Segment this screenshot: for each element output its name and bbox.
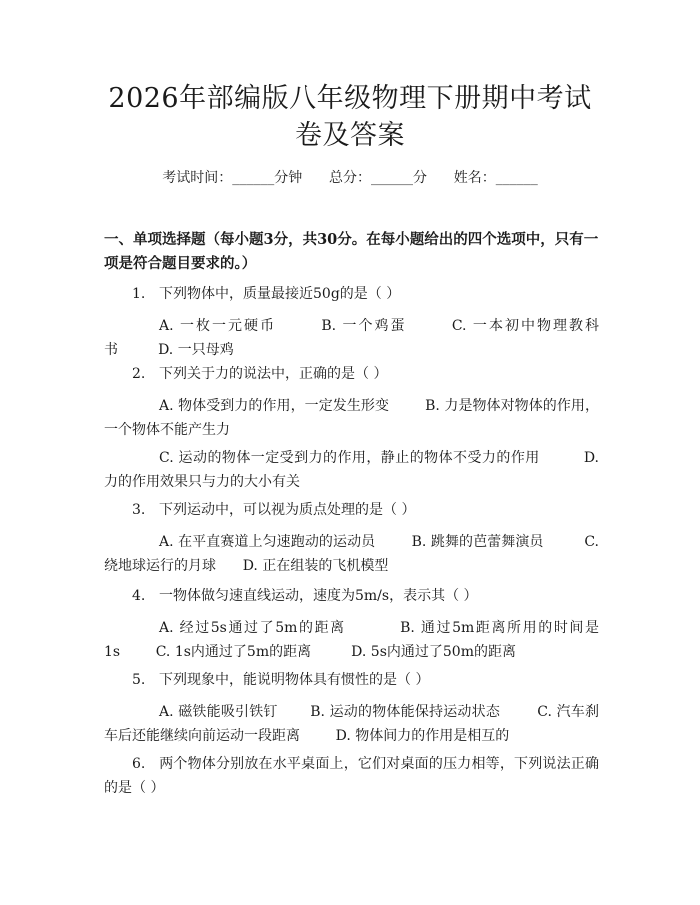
option-b: B. 运动的物体能保持运动状态 [310,704,501,720]
question-stem: 两个物体分别放在水平桌面上，它们对桌面的压力相等，下列说法正确的是（ ） [104,756,599,796]
option-a: A. 一枚一元硬币 [159,318,277,334]
option-b: B. 跳舞的芭蕾舞演员 [411,534,544,550]
option-d: D. 5s内通过了50m的距离 [351,644,516,660]
question-number: 4. [132,588,146,604]
question-5-options [104,700,599,748]
question-stem: 一物体做匀速直线运动，速度为5m/s，表示其（ ） [159,588,478,604]
question-number: 6. [132,756,146,772]
question-1 [104,282,599,306]
option-c: C. 一本初中物理教科书 [104,318,600,358]
question-number: 5. [132,672,146,688]
total-score-field: 总分：______分 [329,170,427,186]
question-1-options [104,314,599,362]
question-stem: 下列运动中，可以视为质点处理的是（ ） [159,502,416,518]
student-name-field: 姓名：______ [453,170,538,186]
option-a: A. 磁铁能吸引铁钉 [159,704,278,720]
question-2-options-cd [104,446,599,494]
option-b: B. 通过5m距离所用的时间是1s [104,620,599,660]
option-a: A. 物体受到力的作用，一定发生形变 [159,398,390,414]
question-number: 2. [132,366,146,382]
option-b: B. 一个鸡蛋 [321,318,407,334]
option-d: D. 一只母鸡 [158,342,234,358]
page-title: 2026年部编版八年级物理下册期中考试卷及答案 [108,83,592,151]
option-c: C. 运动的物体一定受到力的作用，静止的物体不受力的作用 [159,450,540,466]
question-2-options-ab [104,394,599,442]
question-stem: 下列关于力的说法中，正确的是（ ） [159,366,388,382]
exam-time-field: 考试时间：______分钟 [162,170,303,186]
exam-meta [0,168,700,188]
option-d: D. 物体间力的作用是相互的 [335,728,510,744]
question-5 [104,668,599,692]
option-c: C. 绕地球运行的月球 [104,534,599,574]
option-c: C. 1s内通过了5m的距离 [155,644,312,660]
option-b: B. 力是物体对物体的作用，一个物体不能产生力 [104,398,599,438]
question-number: 3. [132,502,146,518]
question-3 [104,498,599,522]
section-heading: 一、单项选择题（每小题3分，共30分。在每小题给出的四个选项中，只有一项是符合题目要求的。） [104,231,599,272]
question-number: 1. [132,286,146,302]
option-c: C. 汽车刹车后还能继续向前运动一段距离 [104,704,600,744]
question-6 [104,752,599,800]
question-4 [104,584,599,608]
option-d: D. 力的作用效果只与力的大小有关 [104,450,599,490]
option-a: A. 在平直赛道上匀速跑动的运动员 [159,534,376,550]
question-stem: 下列物体中，质量最接近50g的是（ ） [159,286,401,302]
question-3-options [104,530,599,578]
option-a: A. 经过5s通过了5m的距离 [159,620,346,636]
question-4-options [104,616,599,664]
question-2 [104,362,599,386]
option-d: D. 正在组装的飞机模型 [242,558,389,574]
question-stem: 下列现象中，能说明物体具有惯性的是（ ） [159,672,430,688]
